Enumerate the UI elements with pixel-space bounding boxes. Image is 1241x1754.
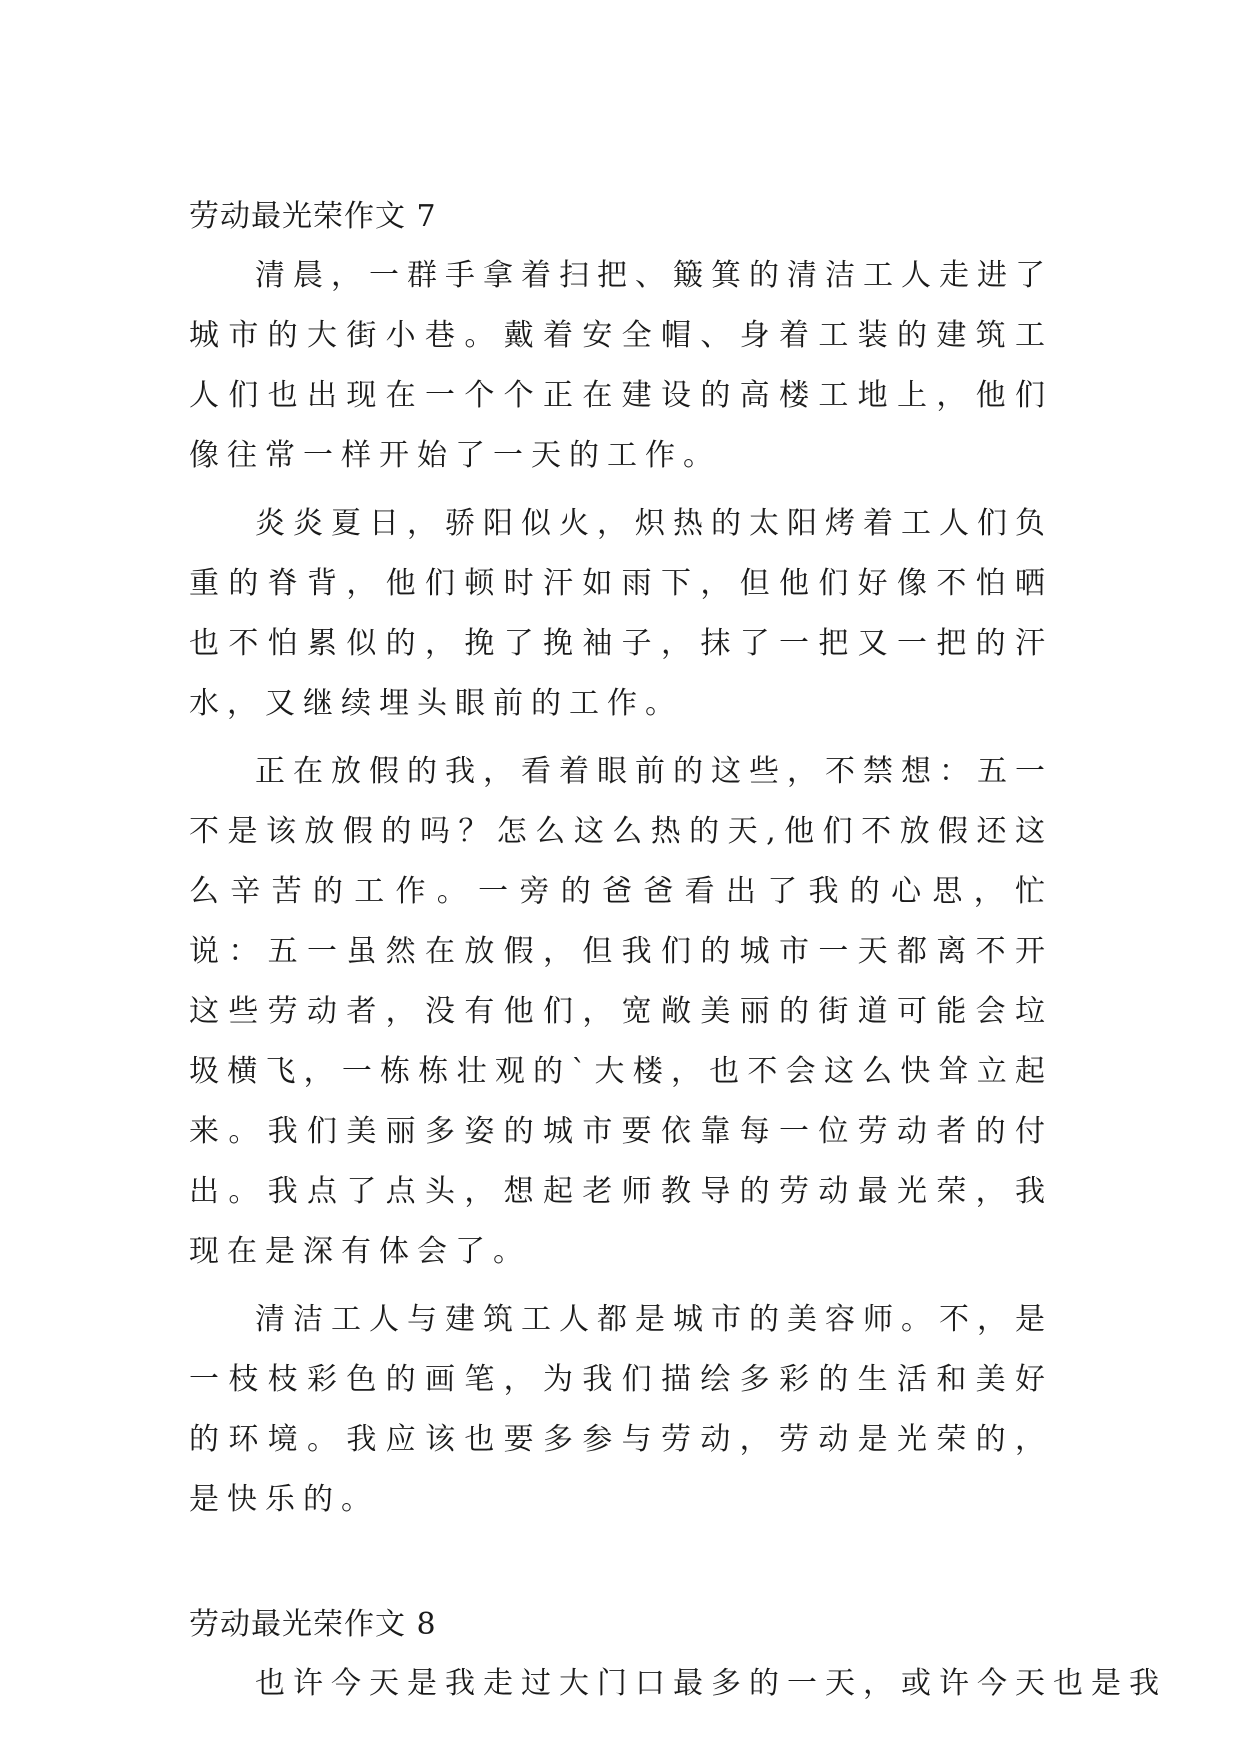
essay-8-title: 劳动最光荣作文 8 <box>189 1607 437 1642</box>
essay-7-title: 劳动最光荣作文 7 <box>189 199 437 234</box>
essay-7-paragraph-4: 清洁工人与建筑工人都是城市的美容师。不，是一枝枝彩色的画笔，为我们描绘多彩的生活和美好的环境。我应该也要多参与劳动，劳动是光荣的，是快乐的。 <box>189 1302 1053 1517</box>
essay-7-paragraph-2: 炎炎夏日，骄阳似火，炽热的太阳烤着工人们负重的脊背，他们顿时汗如雨下，但他们好像不怕晒也不怕累似的，挽了挽袖子，抹了一把又一把的汗水，又继续埋头眼前的工作。 <box>189 506 1053 721</box>
essay-7-paragraph-1: 清晨，一群手拿着扫把、簸箕的清洁工人走进了城市的大街小巷。戴着安全帽、身着工装的建筑工人们也出现在一个个正在建设的高楼工地上，他们像往常一样开始了一天的工作。 <box>189 258 1053 473</box>
essay-7-paragraph-3: 正在放假的我，看着眼前的这些，不禁想：五一不是该放假的吗？怎么这么热的天,他们不放假还这么辛苦的工作。一旁的爸爸看出了我的心思，忙说：五一虽然在放假，但我们的城市一天都离不开这些劳动者，没有他们，宽敞美丽的街道可能会垃圾横飞，一栋栋壮观的`大楼，也不会这么快耸立起来。我们美丽多姿的城市要依靠每一位劳动者的付出。我点了点头，想起老师教导的劳动最光荣，我现在是深有体会了。 <box>189 754 1053 1269</box>
section-spacer <box>189 1538 1053 1596</box>
document-body <box>189 188 1167 1722</box>
essay-8-paragraph-1: 也许今天是我走过大门口最多的一天，或许今天也是我 <box>255 1666 1167 1701</box>
